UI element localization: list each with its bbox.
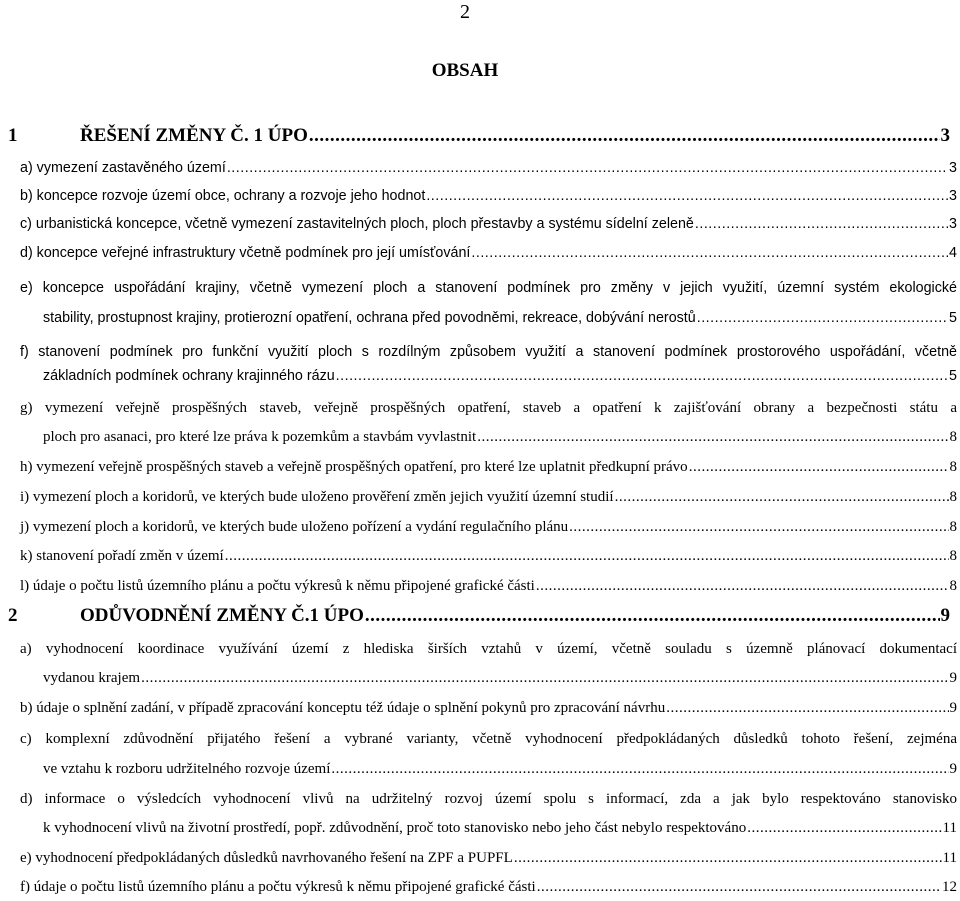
dot-leader	[689, 457, 949, 477]
entry-page: 9	[949, 700, 957, 716]
entry-page: 5	[949, 368, 957, 384]
dot-leader	[225, 546, 949, 566]
toc-entry-2d[interactable]	[43, 818, 957, 838]
entry-page: 8	[949, 578, 957, 594]
dot-leader	[747, 818, 941, 838]
entry-text: e) vyhodnocení předpokládaných důsledků navrhovaného řešení na ZPF a PUPFL	[20, 850, 513, 866]
dot-leader	[477, 427, 948, 447]
entry-text: a) vymezení zastavěného území	[20, 160, 226, 176]
entry-page: 8	[949, 519, 957, 535]
toc-entry-2b[interactable]	[20, 698, 957, 718]
dot-leader	[141, 668, 948, 688]
entry-page: 3	[949, 216, 957, 232]
entry-text: k) stanovení pořadí změn v území	[20, 548, 224, 564]
entry-page: 11	[942, 820, 957, 836]
toc-entry-1i[interactable]	[20, 487, 957, 507]
dot-leader	[536, 576, 949, 596]
toc-chapter-1[interactable]	[8, 125, 950, 147]
dot-leader	[695, 214, 948, 234]
entry-text: h) vymezení veřejně prospěšných staveb a veřejně prospěšných opatření, pro které lze uplatnit předkupní právo	[20, 459, 688, 475]
entry-page: 8	[949, 429, 957, 445]
toc-title: OBSAH	[431, 60, 499, 81]
dot-leader	[331, 759, 948, 779]
dot-leader	[365, 605, 940, 627]
chapter-page: 9	[940, 605, 950, 626]
toc-entry-2a[interactable]	[43, 668, 957, 688]
entry-text: stability, prostupnost krajiny, protierozní opatření, ochrana před povodněmi, rekreace, dobývání nerostů	[43, 310, 696, 326]
entry-text: c) urbanistická koncepce, včetně vymezení zastavitelných ploch, ploch přestavby a systému sídelní zeleně	[20, 216, 694, 232]
toc-entry-1e-line1[interactable]: e) koncepce uspořádání krajiny, včetně vymezení ploch a stanovení podmínek pro změny v jejich využití, územní systém ekologické	[20, 280, 957, 296]
entry-text: základních podmínek ochrany krajinného rázu	[43, 368, 335, 384]
entry-text: vydanou krajem	[43, 670, 141, 686]
toc-entry-1f[interactable]	[43, 366, 957, 386]
toc-entry-1f-line1[interactable]: f) stanovení podmínek pro funkční využití ploch s rozdílným způsobem využití a stanovení podmínek prostorového uspořádání, včetně	[20, 344, 957, 360]
dot-leader	[697, 308, 948, 328]
dot-leader	[615, 487, 949, 507]
entry-text: ve vztahu k rozboru udržitelného rozvoje území	[43, 761, 331, 777]
entry-text: k vyhodnocení vlivů na životní prostředí, popř. zdůvodnění, proč toto stanovisko nebo jeho část nebylo respektováno	[43, 820, 747, 836]
entry-page: 9	[949, 761, 957, 777]
entry-text: f) údaje o počtu listů územního plánu a počtu výkresů k němu připojené grafické části	[20, 879, 536, 895]
entry-text: b) údaje o splnění zadání, v případě zpracování konceptu též údaje o splnění pokynů pro zpracování návrhu	[20, 700, 666, 716]
chapter-number: 2	[8, 605, 18, 626]
toc-entry-1c[interactable]	[20, 214, 957, 234]
dot-leader	[514, 848, 942, 868]
entry-text: j) vymezení ploch a koridorů, ve kterých bude uloženo pořízení a vydání regulačního plánu	[20, 519, 569, 535]
entry-text: b) koncepce rozvoje území obce, ochrany a rozvoje jeho hodnot	[20, 188, 426, 204]
entry-page: 5	[949, 310, 957, 326]
entry-page: 8	[949, 489, 957, 505]
toc-entry-1g[interactable]	[43, 427, 957, 447]
toc-entry-2e[interactable]	[20, 848, 957, 868]
dot-leader	[227, 158, 948, 178]
toc-entry-1b[interactable]	[20, 186, 957, 206]
entry-page: 3	[949, 188, 957, 204]
toc-entry-1l[interactable]	[20, 576, 957, 596]
toc-entry-1j[interactable]	[20, 517, 957, 537]
dot-leader	[309, 125, 940, 147]
chapter-number: 1	[8, 125, 18, 146]
entry-text: ploch pro asanaci, pro které lze práva k pozemkům a stavbám vyvlastnit	[43, 429, 477, 445]
toc-entry-2a-line1[interactable]: a) vyhodnocení koordinace využívání území z hlediska širších vztahů v území, včetně souladu s územně plánovací dokumentací	[20, 641, 957, 657]
chapter-title: ODŮVODNĚNÍ ZMĚNY Č.1 ÚPO	[80, 605, 364, 626]
dot-leader	[666, 698, 948, 718]
entry-page: 12	[942, 879, 957, 895]
entry-page: 3	[949, 160, 957, 176]
chapter-page: 3	[940, 125, 950, 146]
entry-text: d) koncepce veřejné infrastruktury včetně podmínek pro její umísťování	[20, 245, 471, 261]
page-number: 2	[460, 1, 470, 23]
entry-page: 4	[949, 245, 957, 261]
toc-entry-1a[interactable]	[20, 158, 957, 178]
dot-leader	[537, 877, 941, 897]
dot-leader	[426, 186, 948, 206]
entry-page: 8	[949, 548, 957, 564]
toc-entry-1k[interactable]	[20, 546, 957, 566]
toc-entry-2d-line1[interactable]: d) informace o výsledcích vyhodnocení vlivů na udržitelný rozvoj území spolu s informací, zda a jak bylo respektováno stanovisko	[20, 791, 957, 807]
toc-entry-1e[interactable]	[43, 308, 957, 328]
entry-page: 9	[949, 670, 957, 686]
entry-text: i) vymezení ploch a koridorů, ve kterých bude uloženo prověření změn jejich využití územní studií	[20, 489, 614, 505]
dot-leader	[569, 517, 948, 537]
entry-page: 8	[949, 459, 957, 475]
entry-page: 11	[942, 850, 957, 866]
toc-entry-2c-line1[interactable]: c) komplexní zdůvodnění přijatého řešení a vybrané varianty, včetně vyhodnocení předpokládaných důsledků tohoto řešení, zejména	[20, 731, 957, 747]
dot-leader	[336, 366, 948, 386]
toc-entry-1d[interactable]	[20, 243, 957, 263]
chapter-title: ŘEŠENÍ ZMĚNY Č. 1 ÚPO	[80, 125, 308, 146]
toc-entry-2c[interactable]	[43, 759, 957, 779]
entry-text: l) údaje o počtu listů územního plánu a počtu výkresů k němu připojené grafické části	[20, 578, 535, 594]
toc-entry-2f[interactable]	[20, 877, 957, 897]
toc-chapter-2[interactable]	[8, 605, 950, 627]
dot-leader	[471, 243, 948, 263]
toc-entry-1h[interactable]	[20, 457, 957, 477]
toc-entry-1g-line1[interactable]: g) vymezení veřejně prospěšných staveb, veřejně prospěšných opatření, staveb a opatření k zajišťování obrany a bezpečnosti státu a	[20, 400, 957, 416]
